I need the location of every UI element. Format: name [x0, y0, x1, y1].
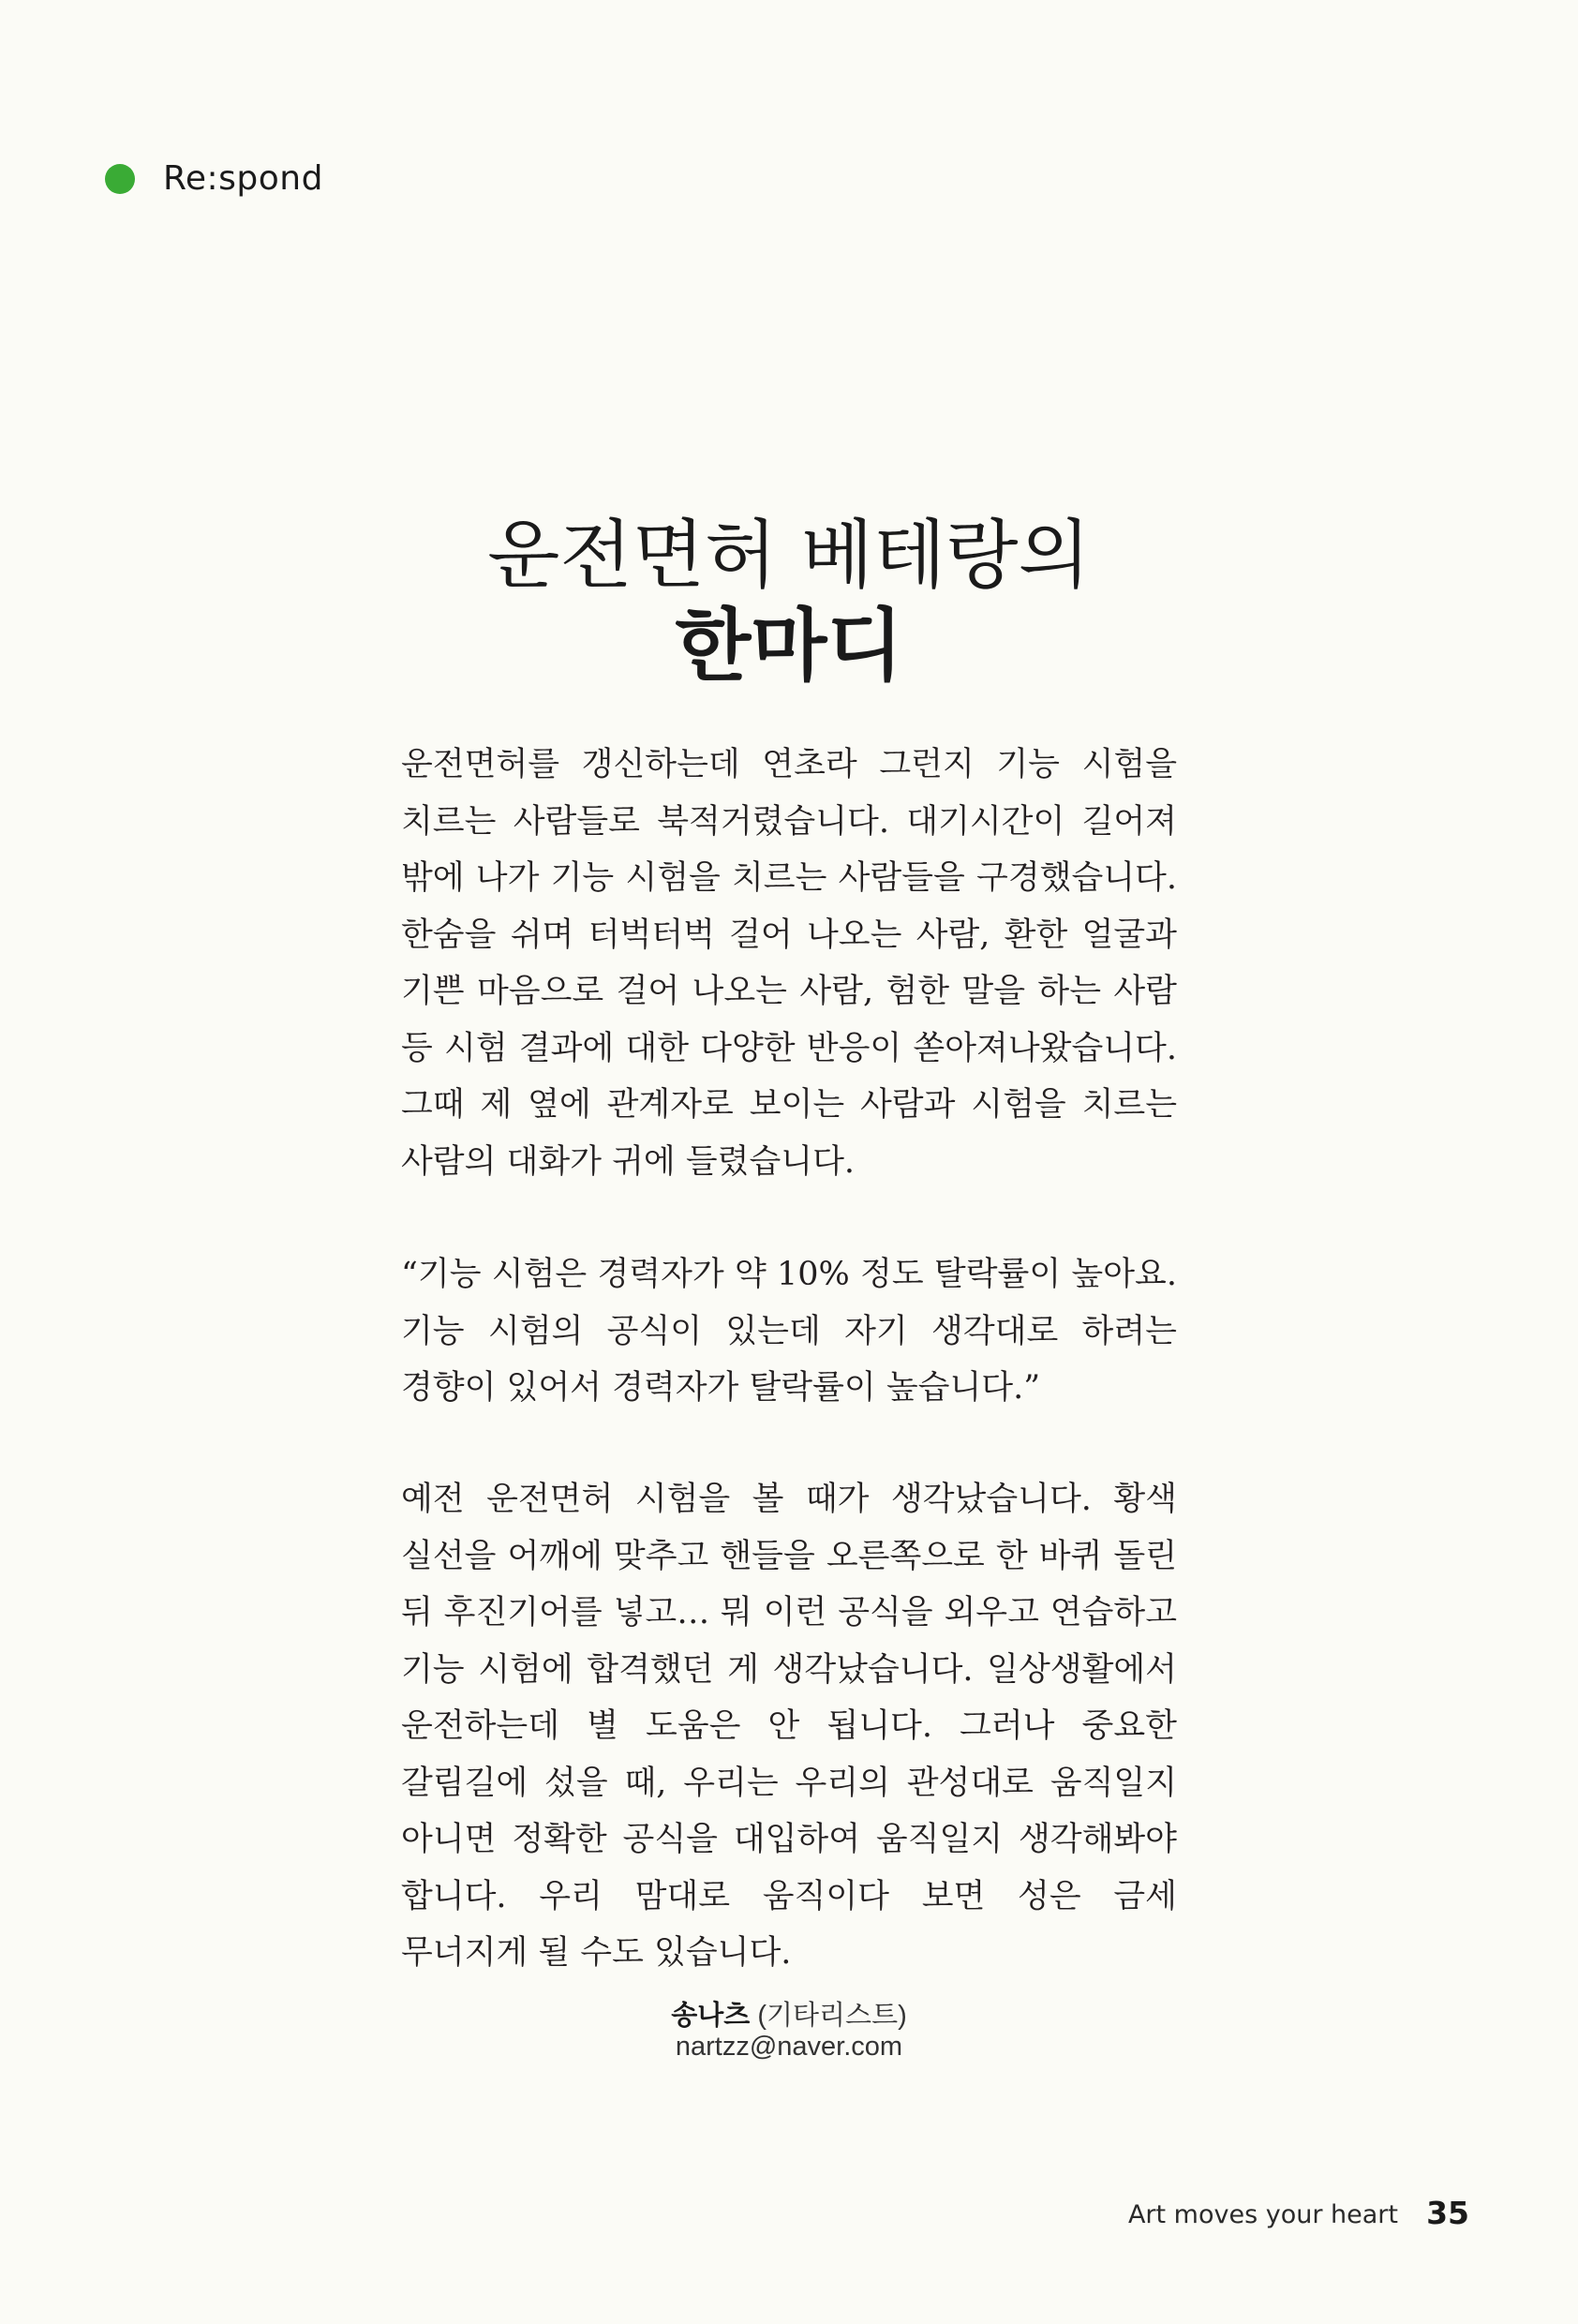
article-paragraph-1: 운전면허를 갱신하는데 연초라 그런지 기능 시험을 치르는 사람들로 북적거렸습니다. 대기시간이 길어져 밖에 나가 기능 시험을 치르는 사람들을 구경했습니다. 한숨을 쉬며 터벅터벅 걸어 나오는 사람, 환한 얼굴과 기쁜 마음으로 걸어 나오는 사람, 험한 말을 하는 사람 등 시험 결과에 대한 다양한 반응이 쏟아져나왔습니다. 그때 제 옆에 관계자로 보이는 사람과 시험을 치르는 사람의 대화가 귀에 들렸습니다. [401, 746, 1177, 1181]
author-email[interactable]: nartzz@naver.com [675, 2032, 903, 2062]
author-name: 송나츠 [671, 2001, 751, 2031]
article-paragraph-2: “기능 시험은 경력자가 약 10% 정도 탈락률이 높아요. 기능 시험의 공식이 있는데 자기 생각대로 하려는 경향이 있어서 경력자가 탈락률이 높습니다.” [401, 1256, 1177, 1407]
article-title-line1: 운전면허 베테랑의 [487, 512, 1091, 599]
section-bullet-icon [105, 164, 135, 194]
article-title-line2: 한마디 [675, 599, 903, 692]
author-role: (기타리스트) [757, 2001, 907, 2031]
section-label: Re:spond [163, 159, 323, 198]
article-paragraph-3: 예전 운전면허 시험을 볼 때가 생각났습니다. 황색 실선을 어깨에 맞추고 핸들을 오른쪽으로 한 바퀴 돌린 뒤 후진기어를 넣고… 뭐 이런 공식을 외우고 연습하고 기능 시험에 합격했던 게 생각났습니다. 일상생활에서 운전하는데 별 도움은 안 됩니다. 그러나 중요한 갈림길에 섰을 때, 우리는 우리의 관성대로 움직일지 아니면 정확한 공식을 대입하여 움직일지 생각해봐야 합니다. 우리 맘대로 움직이다 보면 성은 금세 무너지게 될 수도 있습니다. [401, 1481, 1177, 1972]
footer-tagline: Art moves your heart [1127, 2200, 1398, 2229]
page-number: 35 [1426, 2195, 1469, 2231]
section-tag [105, 159, 323, 198]
author-name-line [0, 1994, 1578, 2033]
